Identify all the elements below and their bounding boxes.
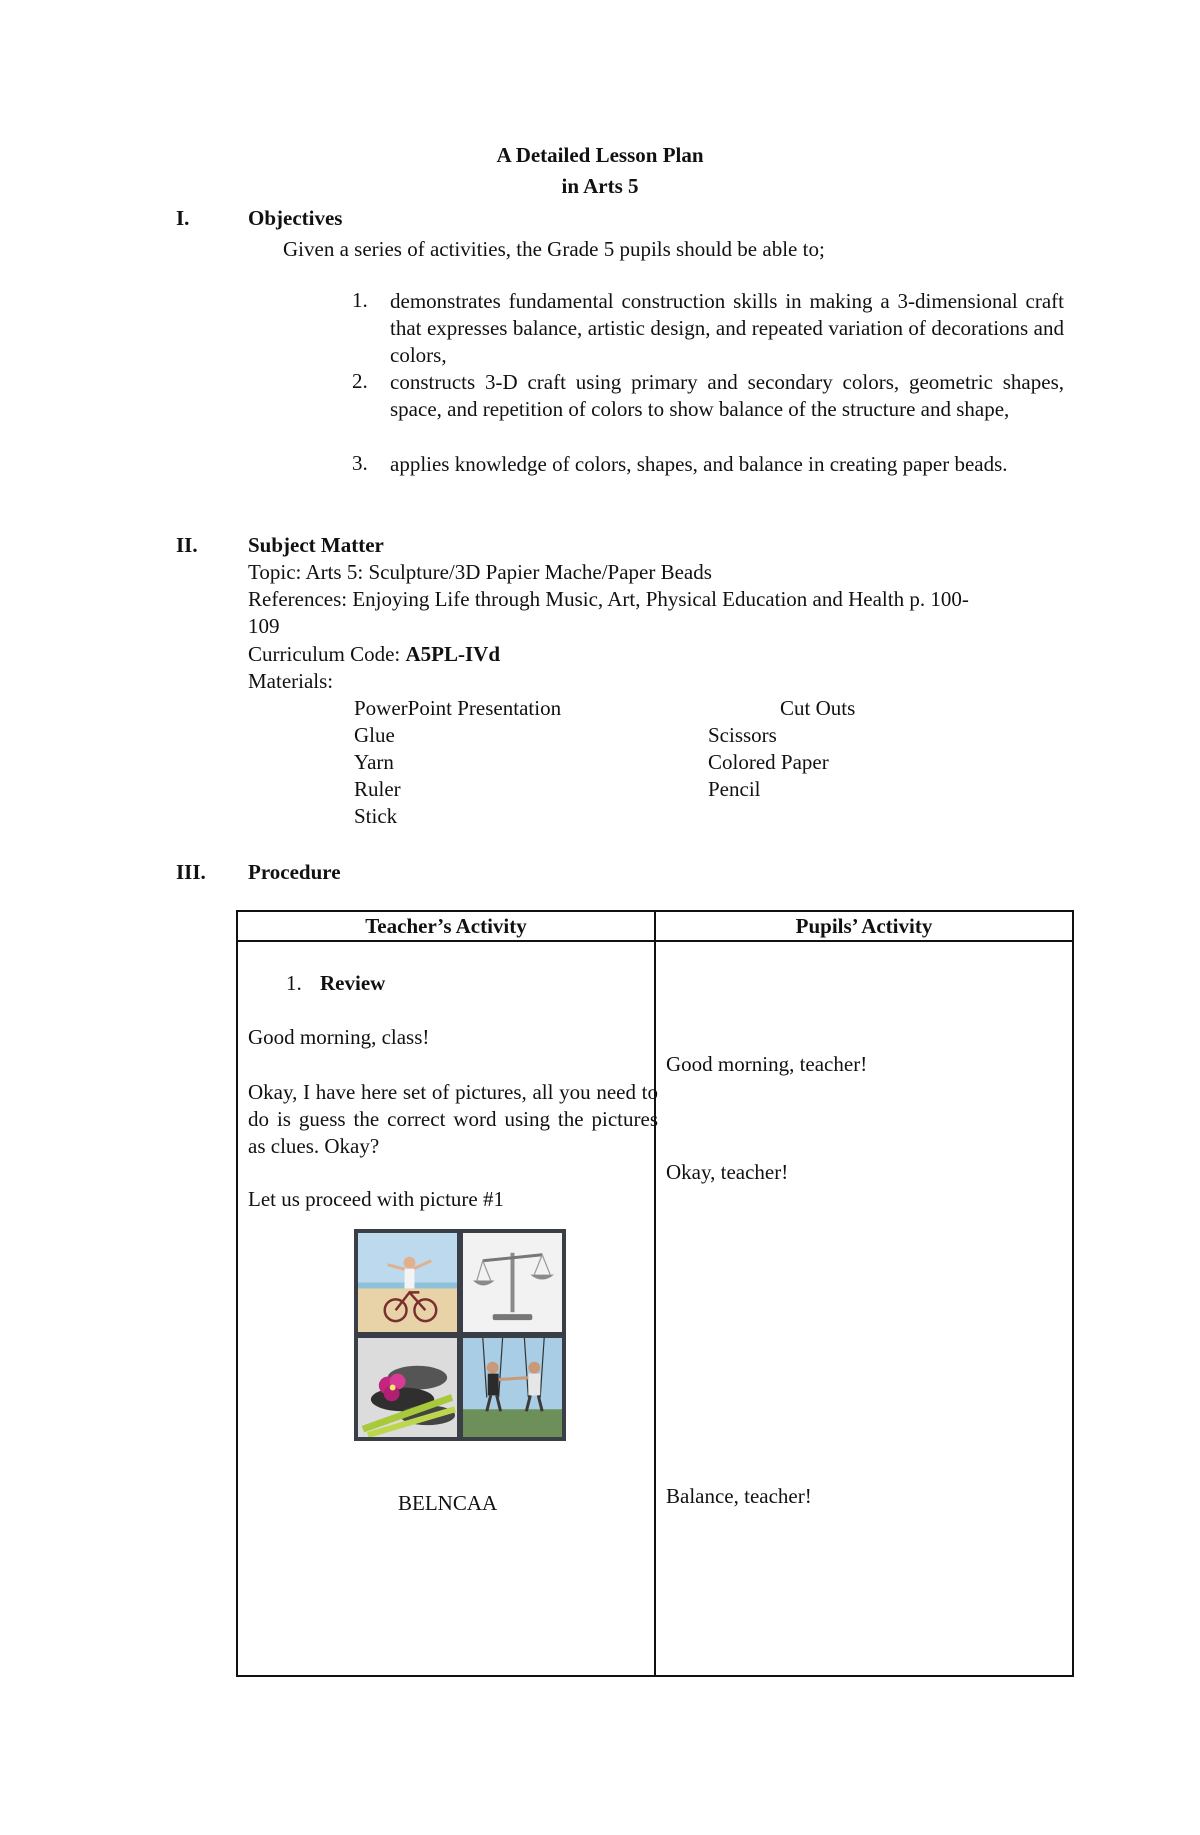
material-item: Cut Outs	[780, 696, 856, 720]
references-line: References: Enjoying Life through Music, Art, Physical Education and Health p. 100-	[248, 587, 969, 611]
beach-bicycle-picture	[358, 1233, 457, 1332]
objectives-heading: Objectives	[248, 206, 343, 230]
material-item: Colored Paper	[708, 750, 829, 774]
page-subtitle: in Arts 5	[561, 174, 639, 198]
material-item: Pencil	[708, 777, 761, 801]
curriculum-code-value: A5PL-IVd	[405, 642, 500, 666]
procedure-table	[236, 910, 1074, 1677]
subject-matter-heading: Subject Matter	[248, 533, 384, 557]
review-heading: Review	[320, 971, 386, 995]
objective-number: 2.	[352, 369, 368, 393]
procedure-numeral: III.	[176, 860, 206, 884]
table-row	[237, 941, 1073, 1676]
table-header-row	[237, 911, 1073, 941]
zen-stones-orchid-picture	[358, 1338, 457, 1437]
objective-number: 3.	[352, 451, 368, 475]
subject-matter-numeral: II.	[176, 533, 198, 557]
pupils-activity-header: Pupils’ Activity	[655, 911, 1073, 941]
materials-label: Materials:	[248, 669, 334, 693]
material-item: Stick	[354, 804, 398, 828]
objective-item: demonstrates fundamental construction skills in making a 3-dimensional craft that expresses balance, artistic design, and repeated variation of decorations and colors,	[390, 289, 1064, 367]
curriculum-code-label: Curriculum Code:	[248, 642, 406, 666]
material-item: Ruler	[354, 777, 401, 801]
pupil-response: Good morning, teacher!	[666, 1052, 868, 1076]
curriculum-code-line	[248, 642, 500, 667]
teacher-proceed: Let us proceed with picture #1	[248, 1187, 504, 1211]
teacher-greeting: Good morning, class!	[248, 1025, 430, 1049]
objective-item: applies knowledge of colors, shapes, and balance in creating paper beads.	[390, 452, 1008, 476]
pupil-response: Balance, teacher!	[666, 1484, 812, 1508]
swing-people-picture	[463, 1338, 562, 1437]
material-item: Scissors	[708, 723, 777, 747]
material-item: Yarn	[354, 750, 394, 774]
references-line-cont: 109	[248, 614, 280, 638]
picture-clues-grid	[354, 1229, 566, 1441]
teacher-activity-cell	[237, 941, 658, 1676]
pupil-response: Okay, teacher!	[666, 1160, 789, 1184]
pupils-activity-cell	[655, 941, 1073, 1676]
objectives-intro: Given a series of activities, the Grade 5 pupils should be able to;	[283, 237, 825, 261]
scale-picture	[463, 1233, 562, 1332]
objectives-numeral: I.	[176, 206, 190, 230]
page-title: A Detailed Lesson Plan	[496, 143, 704, 167]
procedure-heading: Procedure	[248, 860, 341, 884]
teacher-activity-header: Teacher’s Activity	[237, 911, 655, 941]
topic-line: Topic: Arts 5: Sculpture/3D Papier Mache/Paper Beads	[248, 560, 712, 584]
teacher-instructions: Okay, I have here set of pictures, all you need to do is guess the correct word using the pictures as clues. Okay?	[248, 1080, 658, 1158]
jumbled-word: BELNCAA	[398, 1491, 498, 1515]
objective-item: constructs 3-D craft using primary and secondary colors, geometric shapes, space, and repetition of colors to show balance of the structure and shape,	[390, 370, 1064, 421]
objective-number: 1.	[352, 288, 368, 312]
review-number: 1.	[286, 971, 302, 995]
material-item: Glue	[354, 723, 395, 747]
material-item: PowerPoint Presentation	[354, 696, 562, 720]
